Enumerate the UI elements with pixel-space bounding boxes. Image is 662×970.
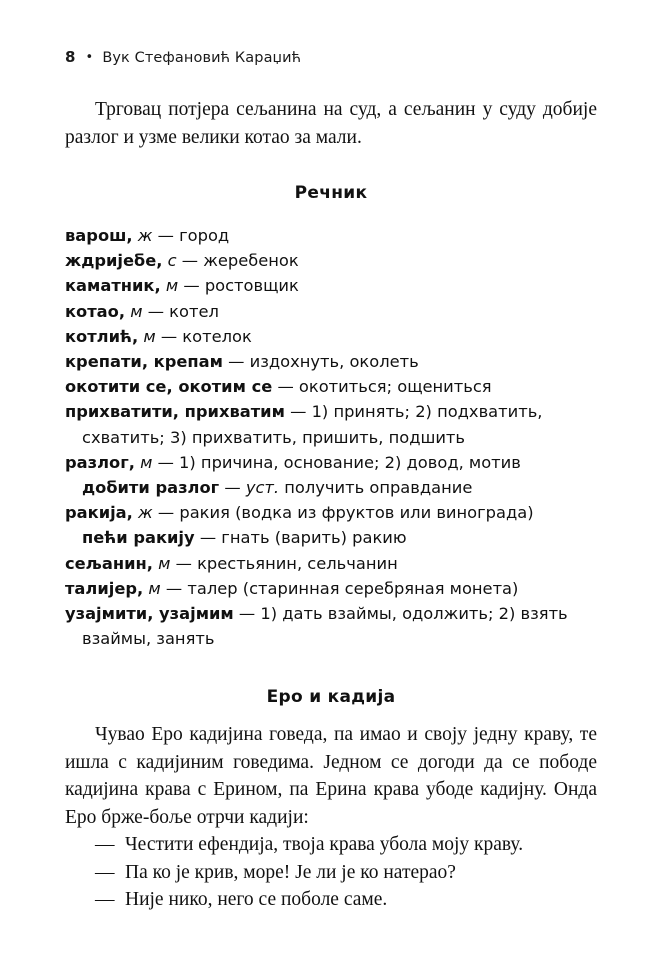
glossary-gender-marker: ж [138,503,153,523]
glossary-dash: — [183,276,200,296]
dialogue-line [65,886,597,914]
spacer-after-glossary-heading [65,203,597,223]
glossary-entry [65,399,597,449]
glossary-dash: — [224,478,241,498]
glossary-definition: окотиться; ощениться [298,377,492,397]
glossary-entry [65,273,597,298]
text-column [65,96,597,914]
glossary-dash: — [277,377,294,397]
glossary-entry [65,374,597,399]
glossary-gender-marker: м [130,301,143,321]
intro-paragraph: Трговац потјера сељанина на суд, а сељанин у суду добије разлог и узме велики котао за мали. [65,99,597,148]
glossary-subentry [65,525,597,550]
dialogue-text: Па ко је крив, море! Је ли је ко натерао? [125,861,456,883]
glossary-definition: 1) дать взаймы, одолжить; 2) взять взаймы, занять [82,604,568,649]
glossary-gender-marker: м [140,452,153,472]
glossary-headword: разлог, [65,452,135,472]
glossary-dash: — [175,553,192,573]
story-heading: Еро и кадија [266,687,396,708]
dialogue-dash: — [95,861,115,883]
glossary-dash: — [238,604,256,624]
glossary-definition: крестьянин, сельчанин [197,553,398,573]
glossary-entry [65,601,597,651]
glossary-dash: — [157,452,174,472]
glossary-headword: крепати, крепам [65,352,223,372]
page-number: 8 [65,48,76,66]
glossary-gender-marker: м [143,326,156,346]
glossary-headword: прихватити, прихватим [65,402,285,422]
glossary-headword: ракија, [65,503,133,523]
spacer-before-story [65,651,597,687]
glossary-headword: котао, [65,301,126,321]
glossary-gender-marker: с [167,251,177,271]
glossary-headword: сељанин, [65,553,153,573]
glossary-entry [65,324,597,349]
glossary-usage-label: уст. [245,478,280,498]
glossary-definition: жеребенок [203,251,299,271]
glossary-dash: — [181,251,199,271]
glossary-definition: котелок [182,326,252,346]
running-head-separator-icon: • [85,50,94,65]
glossary-list [65,223,597,651]
dialogue-line [65,859,597,887]
glossary-definition: ракия (водка из фруктов или винограда) [179,503,534,523]
glossary-headword: ждријебе, [65,251,163,271]
story-paragraph: Чувао Еро кадијина говеда, па имао и своју једну краву, те ишла с кадијиним говедима. Једном се догоди да се пободе кадијина крава с Ерином, па Ерина крава убоде кадијну. Онда Еро брже-боље отрчи кадији: [65,724,597,828]
glossary-entry [65,551,597,576]
glossary-subentry [65,475,597,500]
glossary-headword: каматник, [65,276,161,296]
glossary-dash: — [290,402,307,422]
dialogue-line [65,831,597,859]
glossary-dash: — [165,578,183,598]
running-head [65,48,301,66]
glossary-definition: получить оправдание [284,478,473,498]
glossary-definition: гнать (варить) ракию [221,528,407,548]
glossary-entry [65,349,597,374]
dialogue-text: Честити ефендија, твоја крава убола моју краву. [125,834,524,856]
spacer-after-story-heading [65,707,597,721]
glossary-definition: 1) принять; 2) подхватить, схватить; 3) прихватить, пришить, подшить [82,402,543,447]
glossary-entry [65,576,597,601]
glossary-definition: город [179,226,230,245]
glossary-dash: — [199,528,217,548]
glossary-dash: — [228,352,245,372]
running-head-title: Вук Стефановић Караџић [102,50,302,66]
glossary-definition: издохнуть, околеть [249,352,419,372]
dialogue-text: Није нико, него се поболе саме. [125,889,388,911]
glossary-gender-marker: м [165,276,179,296]
glossary-definition: котел [169,301,219,321]
glossary-entry [65,299,597,324]
dialogue-dash: — [95,889,115,911]
glossary-gender-marker: ж [137,226,153,245]
glossary-dash: — [157,226,174,245]
glossary-dash: — [157,503,175,523]
glossary-headword: окотити се, окотим се [65,377,273,397]
glossary-headword: добити разлог [82,478,220,498]
glossary-entry [65,248,597,273]
glossary-headword: котлић, [65,326,139,346]
glossary-entry [65,450,597,475]
glossary-headword: пећи ракију [82,528,195,548]
glossary-definition: ростовщик [204,276,299,296]
glossary-gender-marker: м [148,578,161,598]
glossary-dash: — [160,326,178,346]
glossary-headword: узајмити, узајмим [65,604,234,624]
glossary-headword: варош, [65,226,133,245]
glossary-entry [65,500,597,525]
glossary-gender-marker: м [158,553,171,573]
dialogue-dash: — [95,834,115,856]
glossary-definition: талер (старинная серебряная монета) [187,578,519,598]
glossary-dash: — [147,301,164,321]
glossary-heading: Речник [294,183,368,203]
glossary-definition: 1) причина, основание; 2) довод, мотив [179,452,521,472]
glossary-entry [65,223,597,248]
dialogue-block [65,831,597,914]
glossary-headword: талијер, [65,578,144,598]
